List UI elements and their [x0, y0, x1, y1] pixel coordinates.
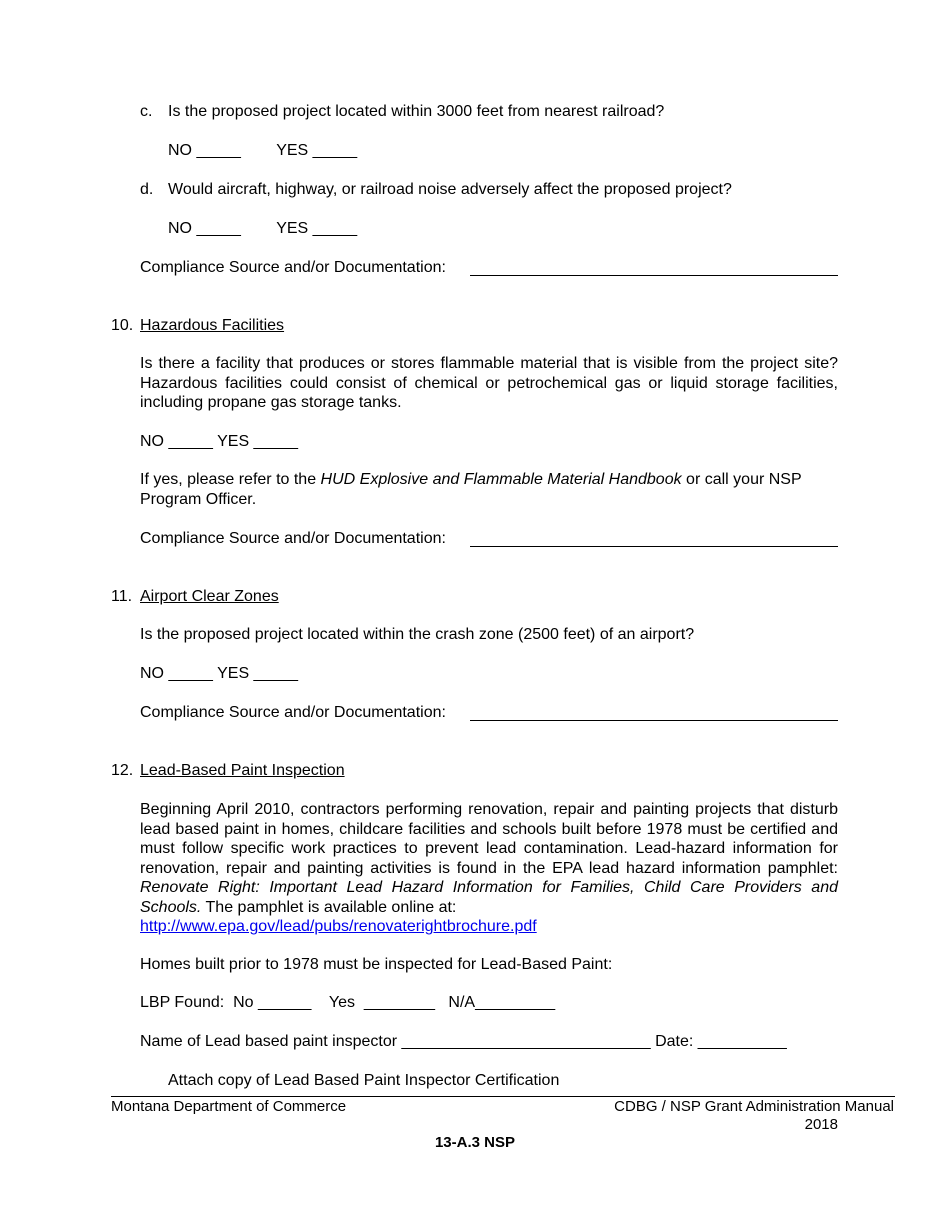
section-11-title: Airport Clear Zones — [140, 588, 279, 605]
section-10-refer — [140, 470, 838, 509]
section-10-number: 10. — [111, 317, 134, 334]
item-d-marker: d. — [140, 181, 154, 198]
handbook-title: HUD Explosive and Flammable Material Handbook — [320, 471, 682, 488]
lbp-found-line: LBP Found: No ______ Yes ________ N/A_________ — [140, 994, 556, 1011]
footer-divider — [111, 1096, 895, 1097]
refer-text-post: or call your NSP Program Officer. — [140, 471, 802, 508]
item-c-marker: c. — [140, 103, 153, 120]
footer-left: Montana Department of Commerce — [111, 1098, 347, 1115]
compliance-line-9 — [470, 275, 838, 276]
epa-brochure-link[interactable]: http://www.epa.gov/lead/pubs/renovaterightbrochure.pdf — [140, 918, 537, 935]
lead-body-text: Beginning April 2010, contractors performing renovation, repair and painting projects that disturb lead based paint in homes, childcare facilities and schools built before 1978 must be certified and must follow specific work practices to prevent lead contamination. Lead-hazard information for renovation, repair and painting activities is found in the EPA lead hazard information pamphlet: — [140, 801, 838, 877]
inspector-name-line: Name of Lead based paint inspector ____________________________ Date: __________ — [140, 1033, 787, 1050]
section-12-title: Lead-Based Paint Inspection — [140, 762, 345, 779]
refer-text-pre: If yes, please refer to the — [140, 471, 321, 488]
homes-built-text: Homes built prior to 1978 must be inspected for Lead-Based Paint: — [140, 956, 613, 973]
lead-body-availability: The pamphlet is available online at: — [201, 898, 457, 916]
item-c-answers: NO _____ YES _____ — [168, 142, 358, 159]
footer-year: 2018 — [804, 1116, 838, 1133]
section-10-answers: NO _____ YES _____ — [140, 433, 299, 450]
item-d-answers: NO _____ YES _____ — [168, 220, 358, 237]
section-10-question: Is there a facility that produces or stores flammable material that is visible from the project site? Hazardous facilities could consist of chemical or petrochemical gas or liquid storage facilities, including propane gas storage tanks. — [140, 355, 838, 411]
section-12-body — [140, 800, 838, 917]
compliance-label-10: Compliance Source and/or Documentation: — [140, 530, 446, 547]
compliance-label-11: Compliance Source and/or Documentation: — [140, 704, 446, 721]
section-11-number: 11. — [111, 588, 133, 605]
section-12-number: 12. — [111, 762, 134, 779]
attach-certification-text: Attach copy of Lead Based Paint Inspector Certification — [168, 1072, 560, 1089]
item-d-question: Would aircraft, highway, or railroad noise adversely affect the proposed project? — [168, 181, 732, 198]
compliance-line-10 — [470, 546, 838, 547]
pamphlet-title: Renovate Right: Important Lead Hazard Information for Families, Child Care Providers and Schools. — [140, 879, 838, 916]
compliance-label-9: Compliance Source and/or Documentation: — [140, 259, 446, 276]
section-11-question: Is the proposed project located within the crash zone (2500 feet) of an airport? — [140, 626, 695, 643]
footer-manual-title: CDBG / NSP Grant Administration Manual — [614, 1098, 894, 1115]
section-11-answers: NO _____ YES _____ — [140, 665, 299, 682]
section-10-title: Hazardous Facilities — [140, 317, 285, 334]
page-number: 13-A.3 NSP — [434, 1134, 516, 1151]
item-c-question: Is the proposed project located within 3000 feet from nearest railroad? — [168, 103, 665, 120]
compliance-line-11 — [470, 720, 838, 721]
